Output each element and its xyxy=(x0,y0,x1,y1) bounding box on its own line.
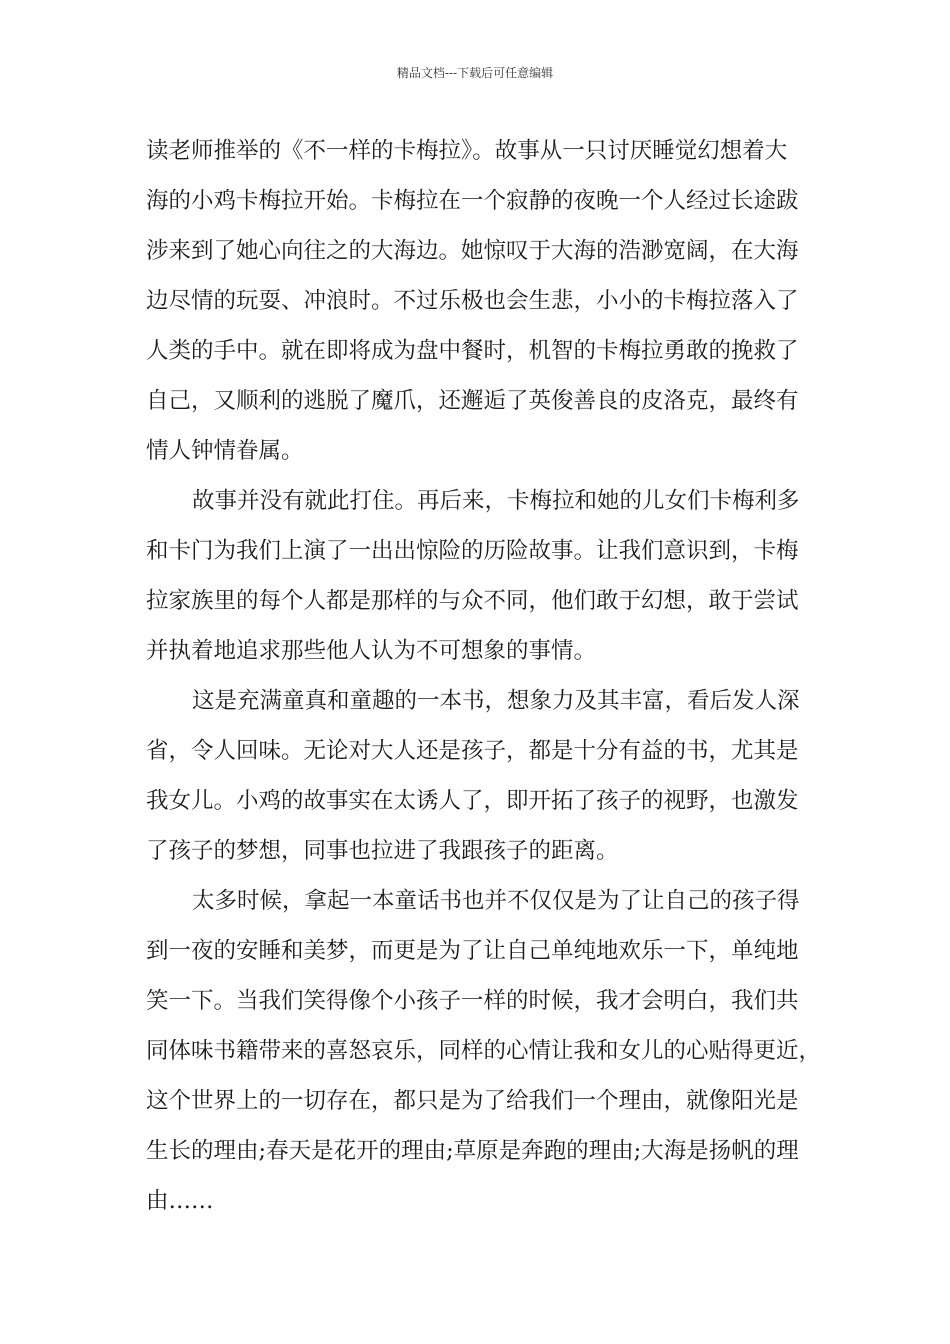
text-line: 生长的理由;春天是花开的理由;草原是奔跑的理由;大海是扬帆的理 xyxy=(146,1138,799,1164)
text-line: 情人钟情眷属。 xyxy=(146,438,304,464)
text-line: 边尽情的玩耍、冲浪时。不过乐极也会生悲，小小的卡梅拉落入了 xyxy=(146,288,799,314)
text-line: 我女儿。小鸡的故事实在太诱人了，即开拓了孩子的视野，也激发 xyxy=(146,788,799,814)
text-line: 省，令人回味。无论对大人还是孩子，都是十分有益的书，尤其是 xyxy=(146,738,799,764)
page-header: 精品文档---下载后可任意编辑 xyxy=(396,66,554,80)
text-line: 海的小鸡卡梅拉开始。卡梅拉在一个寂静的夜晚一个人经过长途跋 xyxy=(146,188,799,214)
document-body xyxy=(146,126,822,1226)
text-line: 笑一下。当我们笑得像个小孩子一样的时候，我才会明白，我们共 xyxy=(146,988,799,1014)
text-line: 自己，又顺利的逃脱了魔爪，还邂逅了英俊善良的皮洛克，最终有 xyxy=(146,388,799,414)
text-line: 涉来到了她心向往之的大海边。她惊叹于大海的浩渺宽阔，在大海 xyxy=(146,238,799,264)
text-line: 同体味书籍带来的喜怒哀乐，同样的心情让我和女儿的心贴得更近， xyxy=(146,1038,822,1064)
paragraph-2 xyxy=(146,476,810,676)
paragraph-1 xyxy=(146,126,810,476)
text-line: 拉家族里的每个人都是那样的与众不同，他们敢于幻想，敢于尝试 xyxy=(146,588,799,614)
text-line: 故事并没有就此打住。再后来，卡梅拉和她的儿女们卡梅利多 xyxy=(192,488,800,514)
text-line: 了孩子的梦想，同事也拉进了我跟孩子的距离。 xyxy=(146,838,619,864)
paragraph-4 xyxy=(146,876,822,1226)
text-line: 人类的手中。就在即将成为盘中餐时，机智的卡梅拉勇敢的挽救了 xyxy=(146,338,799,364)
text-line: 太多时候，拿起一本童话书也并不仅仅是为了让自己的孩子得 xyxy=(192,888,800,914)
text-line: 这是充满童真和童趣的一本书，想象力及其丰富，看后发人深 xyxy=(192,688,800,714)
text-line: 这个世界上的一切存在，都只是为了给我们一个理由，就像阳光是 xyxy=(146,1088,799,1114)
text-line: 由…… xyxy=(146,1188,214,1214)
paragraph-3 xyxy=(146,676,810,876)
text-line: 并执着地追求那些他人认为不可想象的事情。 xyxy=(146,638,597,664)
text-line: 读老师推举的《不一样的卡梅拉》。故事从一只讨厌睡觉幻想着大 xyxy=(146,138,788,164)
text-line: 和卡门为我们上演了一出出惊险的历险故事。让我们意识到，卡梅 xyxy=(146,538,799,564)
text-line: 到一夜的安睡和美梦，而更是为了让自己单纯地欢乐一下，单纯地 xyxy=(146,938,799,964)
